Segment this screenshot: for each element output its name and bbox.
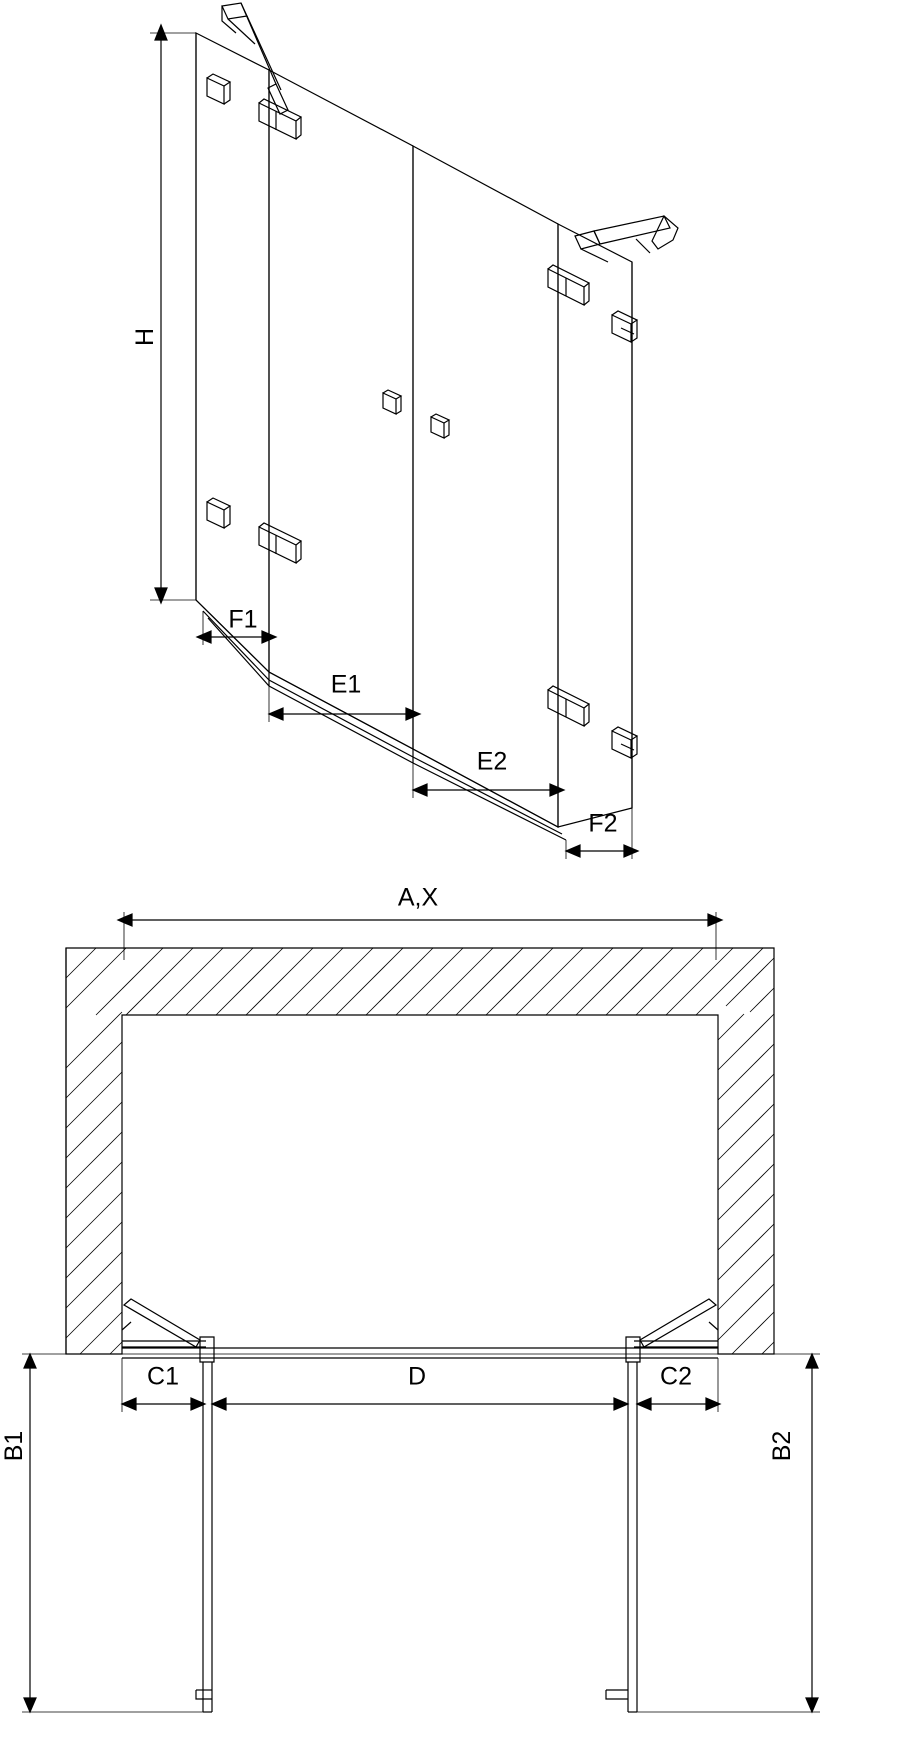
- front-elevation-view: [150, 3, 678, 859]
- label-AX: A,X: [397, 883, 439, 912]
- top-right-stay-bar: [575, 216, 678, 262]
- label-B1: B1: [0, 1430, 28, 1462]
- label-C2: C2: [660, 1362, 692, 1391]
- left-fixed-panel: [196, 33, 269, 672]
- handle-right-door: [431, 414, 449, 438]
- plan-right-door-leaf: [606, 1362, 637, 1712]
- label-D: D: [407, 1362, 427, 1391]
- label-F1: F1: [228, 605, 258, 634]
- plan-right-stay-bar: [626, 1299, 718, 1362]
- wall-hatch-left: [66, 1012, 122, 1354]
- dimension-AX: [118, 912, 722, 960]
- bottom-rail: [196, 600, 566, 840]
- label-F2: F2: [588, 809, 618, 838]
- dimension-B1: [22, 1354, 203, 1712]
- wall-hatch-right: [718, 1014, 774, 1354]
- label-H: H: [131, 327, 159, 347]
- recess-walls: [66, 948, 774, 1354]
- right-door-leaf: [413, 146, 558, 827]
- plan-view: [22, 912, 820, 1712]
- label-B2: B2: [768, 1430, 796, 1462]
- label-E2: E2: [476, 747, 508, 776]
- top-left-stay-bar: [222, 3, 288, 114]
- hinge-right-door-lower: [548, 686, 589, 726]
- left-door-leaf: [269, 70, 413, 749]
- hinge-left-door-lower: [259, 523, 301, 563]
- dimension-B2: [637, 1354, 820, 1712]
- plan-left-stay-bar: [122, 1299, 214, 1362]
- hinge-right-door-upper: [548, 265, 589, 305]
- hinge-right-panel-lower: [612, 727, 637, 758]
- hinge-left-lower: [207, 498, 230, 528]
- wall-hatch-top: [66, 948, 774, 1015]
- hinge-left-door-upper: [259, 99, 301, 139]
- plan-glass-line: [122, 1348, 774, 1358]
- dimension-labels: [0, 328, 796, 1461]
- label-C1: C1: [147, 1362, 179, 1391]
- hinge-right-panel-upper: [612, 311, 637, 342]
- handle-left-door: [383, 390, 401, 414]
- plan-left-door-leaf: [196, 1362, 212, 1712]
- hinge-left-upper: [207, 74, 230, 104]
- right-fixed-panel: [558, 224, 632, 827]
- label-E1: E1: [330, 670, 362, 699]
- dimension-H: [150, 25, 196, 603]
